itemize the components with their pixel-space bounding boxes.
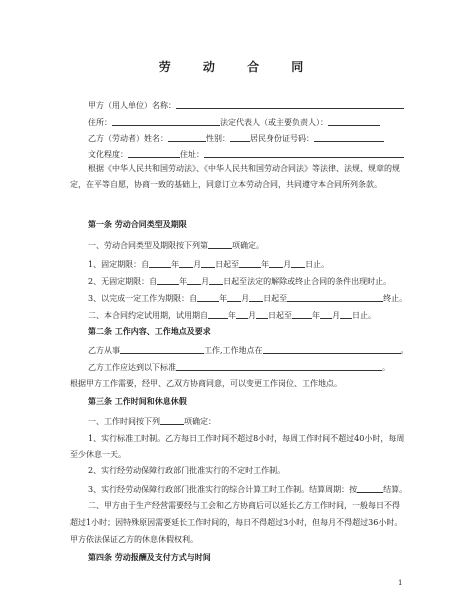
overtime-line-2: 超过1小时；因特殊原因需要延长工作时间的，每日不得超过3小时，但每月不得超过36小时。 — [70, 518, 403, 527]
date-blank[interactable] — [227, 293, 241, 302]
fixed-term-line: 1、固定期限：自 年 月 日起至 年 月 日止。 — [88, 260, 330, 269]
article-3-title: 第三条 工作时间和休息休假 — [88, 396, 187, 406]
change-post-line: 根据甲方工作需要，经甲、乙双方协商同意，可以变更工作岗位、工作地点。 — [70, 379, 342, 388]
party-a-name-blank[interactable] — [176, 100, 404, 109]
party-b-line — [88, 133, 384, 144]
date-blank[interactable] — [256, 310, 268, 319]
residence-label: 住址： — [180, 150, 204, 159]
comprehensive-hours-line: 3、实行经劳动保障行政部门批准实行的综合计算工时工作制。结算周期：按 结算。 — [88, 485, 408, 494]
workplace-blank[interactable] — [263, 345, 401, 354]
contract-type-blank[interactable] — [208, 240, 232, 249]
standard-hours-line-1: 1、实行标准工时制。乙方每日工作时间不超过8小时，每周工作时间不超过40小时，每周 — [88, 434, 405, 443]
date-blank[interactable] — [149, 259, 171, 268]
party-a-name-label: 甲方（用人单位）名称： — [88, 101, 176, 110]
work-time-line: 一、工作时间按下列 项确定： — [88, 417, 216, 426]
education-blank[interactable] — [128, 149, 180, 158]
id-label: 居民身份证号码： — [250, 134, 314, 143]
residence-blank[interactable] — [204, 149, 404, 158]
address-label: 住所： — [88, 118, 112, 127]
date-blank[interactable] — [197, 293, 219, 302]
party-b-name-blank[interactable] — [168, 133, 206, 142]
address-blank[interactable] — [112, 117, 220, 126]
party-a-name-line — [88, 100, 404, 111]
overtime-line-3: 甲方依法保证乙方的休息休假权利。 — [70, 535, 198, 544]
flexible-hours-line: 2、实行经劳动保障行政部门批准实行的不定时工作制。 — [88, 466, 286, 475]
page-title: 劳 动 合 同 — [158, 60, 318, 74]
intro-line-2: 定，在平等自愿，协商一致的基础上，同意订立本劳动合同，共同遵守本合同所列条款。 — [70, 180, 382, 189]
date-blank[interactable] — [201, 259, 215, 268]
job-line: 乙方从事 工作,工作地点在 。 — [88, 346, 409, 355]
date-blank[interactable] — [239, 259, 261, 268]
probation-line: 二、本合同约定试用期，试用期自 年 月 日起至 年 月 日止。 — [88, 311, 376, 320]
legal-rep-blank[interactable] — [328, 117, 380, 126]
task-blank[interactable] — [287, 293, 383, 302]
article-1-title: 第一条 劳动合同类型及期限 — [88, 219, 187, 229]
date-blank[interactable] — [236, 310, 248, 319]
date-blank[interactable] — [249, 293, 263, 302]
settlement-period-blank[interactable] — [357, 484, 383, 493]
date-blank[interactable] — [340, 310, 352, 319]
page-number: 1 — [398, 579, 403, 587]
date-blank[interactable] — [209, 276, 223, 285]
education-label: 文化程度： — [88, 150, 128, 159]
date-blank[interactable] — [157, 276, 179, 285]
date-blank[interactable] — [320, 310, 332, 319]
id-blank[interactable] — [314, 133, 384, 142]
education-line — [88, 149, 404, 160]
standard-line: 乙方工作应达到以下标准 。 — [88, 363, 390, 372]
gender-blank[interactable] — [230, 133, 250, 142]
work-time-blank[interactable] — [160, 416, 184, 425]
standard-blank[interactable] — [176, 362, 382, 371]
party-b-name-label: 乙方（劳动者）姓名： — [88, 134, 168, 143]
article-1-clause-1: 一、劳动合同类型及期限按下列第 项确定。 — [88, 241, 264, 250]
date-blank[interactable] — [187, 276, 201, 285]
legal-rep-label: 法定代表人（或主要负责人）： — [220, 118, 328, 127]
overtime-line-1: 二、甲方由于生产经营需要经与工会和乙方协商后可以延长乙方工作时间，一般每日不得 — [88, 501, 400, 510]
article-4-title: 第四条 劳动报酬及支付方式与时间 — [88, 552, 211, 562]
date-blank[interactable] — [269, 259, 283, 268]
address-line — [88, 117, 380, 128]
date-blank[interactable] — [292, 310, 312, 319]
gender-label: 性别： — [206, 134, 230, 143]
job-blank[interactable] — [120, 345, 204, 354]
open-term-line: 2、无固定期限：自 年 月 日起至法定的解除或终止合同的条件出现时止。 — [88, 277, 392, 286]
standard-hours-line-2: 至少休息一天。 — [70, 450, 126, 459]
article-2-title: 第二条 工作内容、工作地点及要求 — [88, 326, 211, 336]
date-blank[interactable] — [179, 259, 193, 268]
date-blank[interactable] — [291, 259, 305, 268]
intro-line-1: 根据《中华人民共和国劳动法》、《中华人民共和国劳动合同法》等法律、法规、规章的规 — [88, 164, 400, 173]
task-term-line: 3、以完成一定工作为期限：自 年 月 日起至 终止。 — [88, 294, 408, 303]
date-blank[interactable] — [208, 310, 228, 319]
